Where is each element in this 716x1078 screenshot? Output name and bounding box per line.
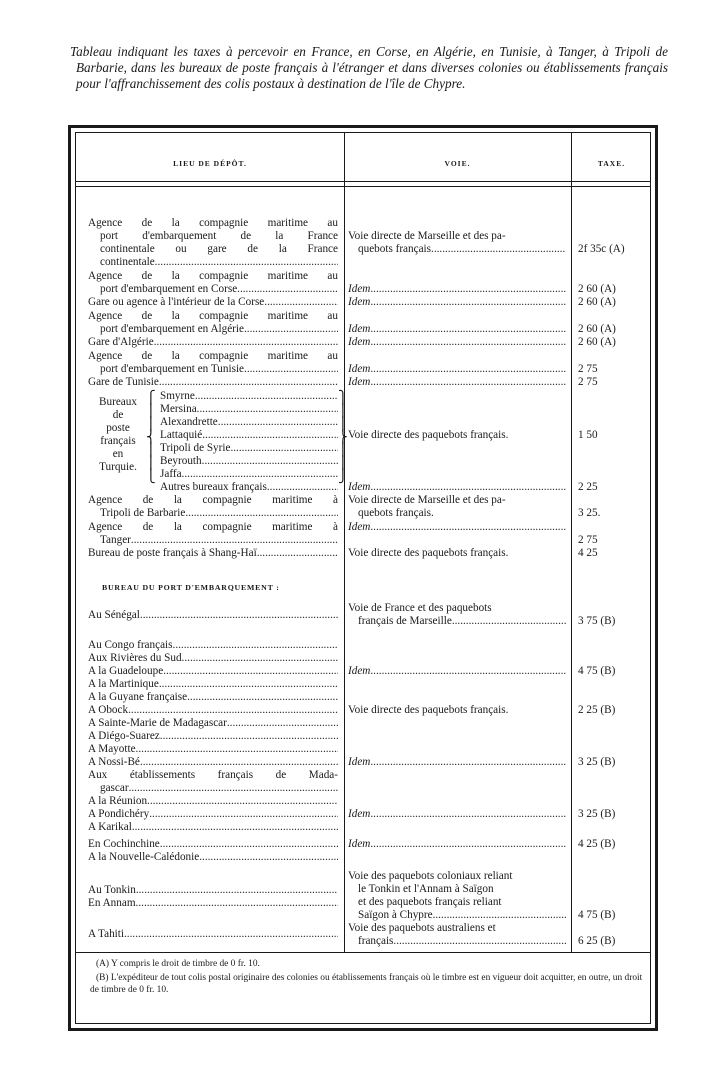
dot-leader: [132, 821, 338, 834]
turquie-place-text: Tripoli de Syrie: [160, 441, 231, 454]
colonie-group-2-lieu: [88, 730, 338, 743]
column-divider-2: [571, 133, 572, 952]
dot-leader: [136, 743, 338, 756]
colonie-group-1-voie: [348, 665, 566, 678]
voie-row2-0: Voie directe de Marseille et des pa-: [348, 494, 506, 506]
voie-senegal: Voie de France et des paquebots: [348, 601, 492, 614]
colonie-group-6-lieu: [88, 884, 338, 897]
lieu-row2-1: [100, 534, 338, 547]
voie-tahiti-2-text: français: [358, 934, 394, 947]
dot-leader: [195, 390, 338, 403]
colonie-group-1-lieu: [88, 691, 338, 704]
table-frame: [68, 125, 658, 1031]
turquie-place: [160, 429, 338, 442]
column-divider-1: [344, 133, 345, 952]
brace-right: ⎪: [338, 442, 348, 458]
dot-leader: [202, 429, 338, 442]
colonie-group-2-lieu-text: A Diégo-Suarez: [88, 729, 160, 742]
table-caption: Tableau indiquant les taxes à percevoir en France, en Corse, en Algérie, en Tunisie, à Tanger, à Tripoli de Barbarie, dans les bureaux de poste français à l'étranger et dans diverses colonies ou établissements français pour l'affranchissement des colis postaux à destination de l'île de Chypre.: [70, 44, 668, 91]
colonie-group-6-lieu-text: En Annam: [88, 896, 136, 909]
brace-right: ⎪: [338, 455, 348, 471]
colonie-group-4-voie: [348, 808, 566, 821]
notes-rule: [76, 952, 650, 953]
colonie-group-5-taxe: 4 25 (B): [578, 837, 616, 850]
colonie-senegal-text: Au Sénégal: [88, 608, 140, 621]
colonie-group-1-lieu-text: Aux Rivières du Sud: [88, 651, 182, 664]
lieu-row2-0: [100, 507, 338, 520]
colonie-group-1-voie-text: Idem: [348, 664, 371, 677]
voie-row-2: [348, 296, 566, 309]
lieu-row-1: [100, 283, 338, 296]
dot-leader: [197, 403, 338, 416]
taxe-row-3: 2 60 (A): [578, 322, 616, 335]
brace-right: ⎬: [338, 429, 348, 445]
colonie-group-1-lieu-text: A la Martinique: [88, 677, 159, 690]
colonie-tahiti: [88, 928, 338, 941]
dot-leader: [431, 243, 566, 256]
colonie-group-3-lieu-text: gascar: [100, 781, 129, 794]
turquie-label: Bureaux: [99, 395, 137, 408]
brace-right: ⎪: [338, 416, 348, 432]
dot-leader: [185, 507, 338, 520]
turquie-autres-text: Autres bureaux français: [160, 480, 267, 493]
colonie-group-5-lieu: [88, 838, 338, 851]
dot-leader: [187, 691, 338, 704]
lieu-row-0: continentale ou gare de la France: [100, 243, 338, 255]
voie-row-4-text: Idem: [348, 336, 371, 348]
dot-leader: [452, 615, 566, 628]
dot-leader: [124, 928, 338, 941]
dot-leader: [149, 808, 338, 821]
brace-left: ⎩: [146, 468, 156, 484]
turquie-place: [160, 390, 338, 403]
lieu-row2-1-text: Tanger: [100, 533, 131, 546]
colonie-group-1-lieu-text: A la Guadeloupe: [88, 664, 164, 677]
brace-left: ⎧: [146, 390, 156, 406]
dot-leader: [159, 678, 338, 691]
brace-left: ⎨: [146, 429, 156, 445]
dot-leader: [182, 468, 338, 481]
turquie-place: [160, 403, 338, 416]
lieu-row2-2: [88, 547, 338, 560]
voie-row-0: Voie directe de Marseille et des pa-: [348, 230, 506, 242]
lieu-row2-0: Agence de la compagnie maritime à: [88, 494, 338, 506]
header-lieu: LIEU DE DÉPÔT.: [173, 159, 247, 168]
lieu-row-0: [100, 256, 338, 269]
taxe-row-2: 2 60 (A): [578, 296, 616, 308]
lieu-row-1-text: port d'embarquement en Corse: [100, 282, 238, 295]
voie-row-1: [348, 283, 566, 296]
dot-leader: [202, 455, 338, 468]
colonie-group-3-lieu: Aux établissements français de Mada-: [88, 768, 338, 781]
lieu-row-3: Agence de la compagnie maritime au: [88, 309, 338, 322]
lieu-row2-2-text: Bureau de poste français à Shang-Haï: [88, 547, 257, 559]
dot-leader: [227, 717, 338, 730]
dot-leader: [433, 909, 566, 922]
taxe-row2-0: 3 25.: [578, 507, 601, 519]
colonie-group-1-lieu: [88, 639, 338, 652]
lieu-row-0: Agence de la compagnie maritime au: [88, 217, 338, 229]
colonie-group-3-lieu-text: A la Réunion: [88, 794, 148, 807]
taxe-row2-1: 2 75: [578, 533, 598, 546]
brace-left: ⎪: [146, 455, 156, 471]
colonie-group-2-voie-text: Idem: [348, 755, 371, 768]
colonie-group-6-lieu: [88, 897, 338, 910]
brace-left: ⎪: [146, 403, 156, 419]
dot-leader: [136, 884, 338, 897]
dot-leader: [370, 376, 566, 389]
colonie-group-2-lieu: [88, 717, 338, 730]
voie-row-0: [358, 243, 566, 256]
lieu-row-3: [100, 323, 338, 336]
lieu-row-4: [88, 336, 338, 349]
colonie-group-2-lieu-text: A Nossi-Bé: [88, 755, 140, 768]
taxe-row-1: 2 60 (A): [578, 282, 616, 295]
brace-right: ⎪: [338, 403, 348, 419]
lieu-row-0: port d'embarquement de la France: [100, 230, 338, 242]
section-title: BUREAU DU PORT D'EMBARQUEMENT :: [102, 582, 280, 592]
turquie-place: [160, 468, 338, 481]
voie-tahiti: Voie des paquebots australiens et: [348, 921, 496, 934]
voie-row-3-text: Idem: [348, 322, 371, 335]
dot-leader: [147, 795, 338, 808]
lieu-row-5: [100, 363, 338, 376]
turquie-place-text: Lattaquié: [160, 428, 203, 441]
turquie-place-text: Mersina: [160, 402, 197, 415]
dot-leader: [160, 730, 338, 743]
dot-leader: [257, 547, 338, 560]
colonie-group-6-voie: Voie des paquebots coloniaux reliant: [348, 869, 513, 882]
colonie-group-4-voie-text: Idem: [348, 807, 371, 820]
dot-leader: [129, 782, 338, 795]
colonie-group-1-lieu-text: Au Congo français: [88, 638, 173, 651]
turquie-place-text: Beyrouth: [160, 454, 202, 467]
dot-leader: [237, 283, 338, 296]
dot-leader: [230, 442, 338, 455]
lieu-row-5-text: port d'embarquement en Tunisie: [100, 362, 245, 375]
voie-row-5: [348, 363, 566, 376]
turquie-label: Turquie.: [99, 460, 137, 473]
header-rule: [76, 181, 650, 182]
taxe-obock: 2 25 (B): [578, 703, 616, 716]
voie-row-2-text: Idem: [348, 296, 371, 308]
taxe-group-6: 4 75 (B): [578, 908, 616, 921]
colonie-group-2-lieu-text: A Mayotte: [88, 742, 136, 755]
dot-leader: [163, 665, 338, 678]
colonie-obock: [88, 704, 338, 717]
colonie-group-2-voie: [348, 756, 566, 769]
voie-row-3: [348, 323, 566, 336]
dot-leader: [370, 283, 566, 296]
voie-row-4: [348, 336, 566, 349]
brace-left: ⎪: [146, 416, 156, 432]
dot-leader: [370, 838, 566, 851]
voie-tahiti-2: [358, 935, 566, 948]
dot-leader: [173, 639, 338, 652]
turquie-label: français: [100, 434, 136, 447]
dot-leader: [370, 521, 566, 534]
taxe-row-4: 2 60 (A): [578, 336, 616, 348]
dot-leader: [267, 296, 338, 309]
lieu-row2-1: Agence de la compagnie maritime à: [88, 520, 338, 533]
brace-right: ⎭: [338, 468, 348, 484]
colonie-group-3-lieu: [100, 782, 338, 795]
dot-leader: [136, 897, 338, 910]
dot-leader: [140, 609, 338, 622]
colonie-group-6-lieu-text: Au Tonkin: [88, 883, 136, 896]
voie-obock: Voie directe des paquebots français.: [348, 703, 509, 716]
colonie-group-4-lieu-text: A Pondichéry: [88, 807, 150, 820]
dot-leader: [154, 336, 338, 349]
voie-row-5-text: Idem: [348, 362, 371, 375]
lieu-row-5: Agence de la compagnie maritime au: [88, 349, 338, 362]
turquie-autres: [160, 481, 338, 494]
colonie-group-1-lieu: [88, 665, 338, 678]
header-rule-2: [76, 186, 650, 187]
colonie-group-6-voie: [358, 909, 566, 922]
colonie-group-5-voie-text: Idem: [348, 837, 371, 850]
voie-row-0-text: quebots français: [358, 243, 432, 255]
turquie-autres-voie: [348, 481, 566, 494]
voie-senegal-2: [358, 615, 566, 628]
colonie-group-5-lieu-text: A la Nouvelle-Calédonie: [88, 850, 200, 863]
colonie-group-6-voie: et des paquebots français reliant: [358, 895, 502, 908]
turquie-place: [160, 416, 338, 429]
voie-row2-2: Voie directe des paquebots français.: [348, 547, 509, 559]
colonie-tahiti-text: A Tahiti: [88, 927, 124, 940]
lieu-row-2: [88, 296, 338, 309]
header-voie: VOIE.: [444, 159, 471, 168]
lieu-row-6: [88, 376, 338, 389]
colonie-group-2-lieu-text: A Sainte-Marie de Madagascar: [88, 716, 227, 729]
turquie-place-text: Jaffa: [160, 467, 182, 480]
colonie-group-1-lieu: [88, 652, 338, 665]
colonie-group-2-taxe: 3 25 (B): [578, 755, 616, 768]
turquie-label: en: [112, 447, 124, 460]
dot-leader: [370, 296, 566, 309]
colonie-group-1-taxe: 4 75 (B): [578, 664, 616, 677]
turquie-autres-taxe: 2 25: [578, 480, 598, 493]
dot-leader: [244, 363, 338, 376]
colonie-group-4-taxe: 3 25 (B): [578, 807, 616, 820]
voie-row-1-text: Idem: [348, 282, 371, 295]
turquie-place-text: Smyrne: [160, 389, 195, 402]
taxe-row-6: 2 75: [578, 376, 598, 388]
dot-leader: [218, 416, 338, 429]
colonie-group-2-lieu: [88, 743, 338, 756]
lieu-row-6-text: Gare de Tunisie: [88, 376, 159, 388]
turquie-place: [160, 455, 338, 468]
voie-row2-1-text: Idem: [348, 520, 371, 533]
dot-leader: [370, 481, 566, 494]
colonie-senegal: [88, 609, 338, 622]
taxe-row-5: 2 75: [578, 362, 598, 375]
turquie-label: de: [112, 408, 124, 421]
taxe-senegal: 3 75 (B): [578, 614, 616, 627]
voie-row2-1: [348, 521, 566, 534]
colonie-group-5-lieu-text: En Cochinchine: [88, 837, 160, 850]
colonie-group-1-lieu: [88, 678, 338, 691]
dot-leader: [370, 665, 566, 678]
dot-leader: [160, 838, 338, 851]
dot-leader: [131, 534, 338, 547]
colonie-group-6-voie-text: Saïgon à Chypre: [358, 908, 433, 921]
colonie-group-4-lieu-text: A Karikal: [88, 820, 132, 833]
dot-leader: [370, 808, 566, 821]
turquie-voie: Voie directe des paquebots français.: [348, 428, 509, 441]
dot-leader: [128, 704, 338, 717]
colonie-group-5-lieu: [88, 851, 338, 864]
voie-row2-0: quebots français.: [358, 507, 434, 519]
dot-leader: [159, 376, 338, 389]
taxe-tahiti: 6 25 (B): [578, 934, 616, 947]
dot-leader: [247, 323, 338, 336]
footnote: (A) Y compris le droit de timbre de 0 fr. 10.: [96, 958, 260, 969]
table-inner-border: [75, 132, 651, 1024]
lieu-row-4-text: Gare d'Algérie: [88, 336, 154, 348]
colonie-group-3-lieu: [88, 795, 338, 808]
taxe-row2-2: 4 25: [578, 547, 598, 559]
taxe-row-0: 2f 35c (A): [578, 243, 625, 255]
turquie-taxe: 1 50: [578, 428, 598, 441]
lieu-row-0-text: continentale: [100, 256, 155, 268]
dot-leader: [182, 652, 338, 665]
footnote: (B) L'expéditeur de tout colis postal originaire des colonies ou établissements français où le timbre est en vigueur doit acquitter, en outre, un droit de timbre de 0 fr. 10.: [90, 972, 643, 995]
dot-leader: [393, 935, 566, 948]
turquie-place-text: Alexandrette: [160, 415, 218, 428]
lieu-row-2-text: Gare ou agence à l'intérieur de la Corse.: [88, 296, 268, 308]
colonie-group-4-lieu: [88, 808, 338, 821]
colonie-group-2-lieu: [88, 756, 338, 769]
dot-leader: [199, 851, 338, 864]
brace-right: ⎫: [338, 390, 348, 406]
dot-leader: [370, 336, 566, 349]
lieu-row-1: Agence de la compagnie maritime au: [88, 269, 338, 282]
dot-leader: [140, 756, 338, 769]
voie-row-6-text: Idem: [348, 376, 371, 388]
brace-left: ⎪: [146, 442, 156, 458]
lieu-row2-0-text: Tripoli de Barbarie: [100, 507, 186, 519]
dot-leader: [155, 256, 338, 269]
colonie-group-4-lieu: [88, 821, 338, 834]
turquie-label: poste: [106, 421, 130, 434]
dot-leader: [370, 363, 566, 376]
dot-leader: [370, 323, 566, 336]
lieu-row-3-text: port d'embarquement en Algérie.: [100, 322, 247, 335]
dot-leader: [370, 756, 566, 769]
turquie-autres-voie-text: Idem: [348, 480, 371, 493]
turquie-place: [160, 442, 338, 455]
colonie-group-1-lieu-text: A la Guyane française: [88, 690, 188, 703]
dot-leader: [267, 481, 338, 494]
colonie-obock-text: A Obock: [88, 703, 129, 716]
colonie-group-5-voie: [348, 838, 566, 851]
voie-senegal-2-text: français de Marseille: [358, 614, 452, 627]
header-taxe: TAXE.: [597, 159, 626, 168]
colonie-group-6-voie: le Tonkin et l'Annam à Saïgon: [358, 882, 494, 895]
voie-row-6: [348, 376, 566, 389]
